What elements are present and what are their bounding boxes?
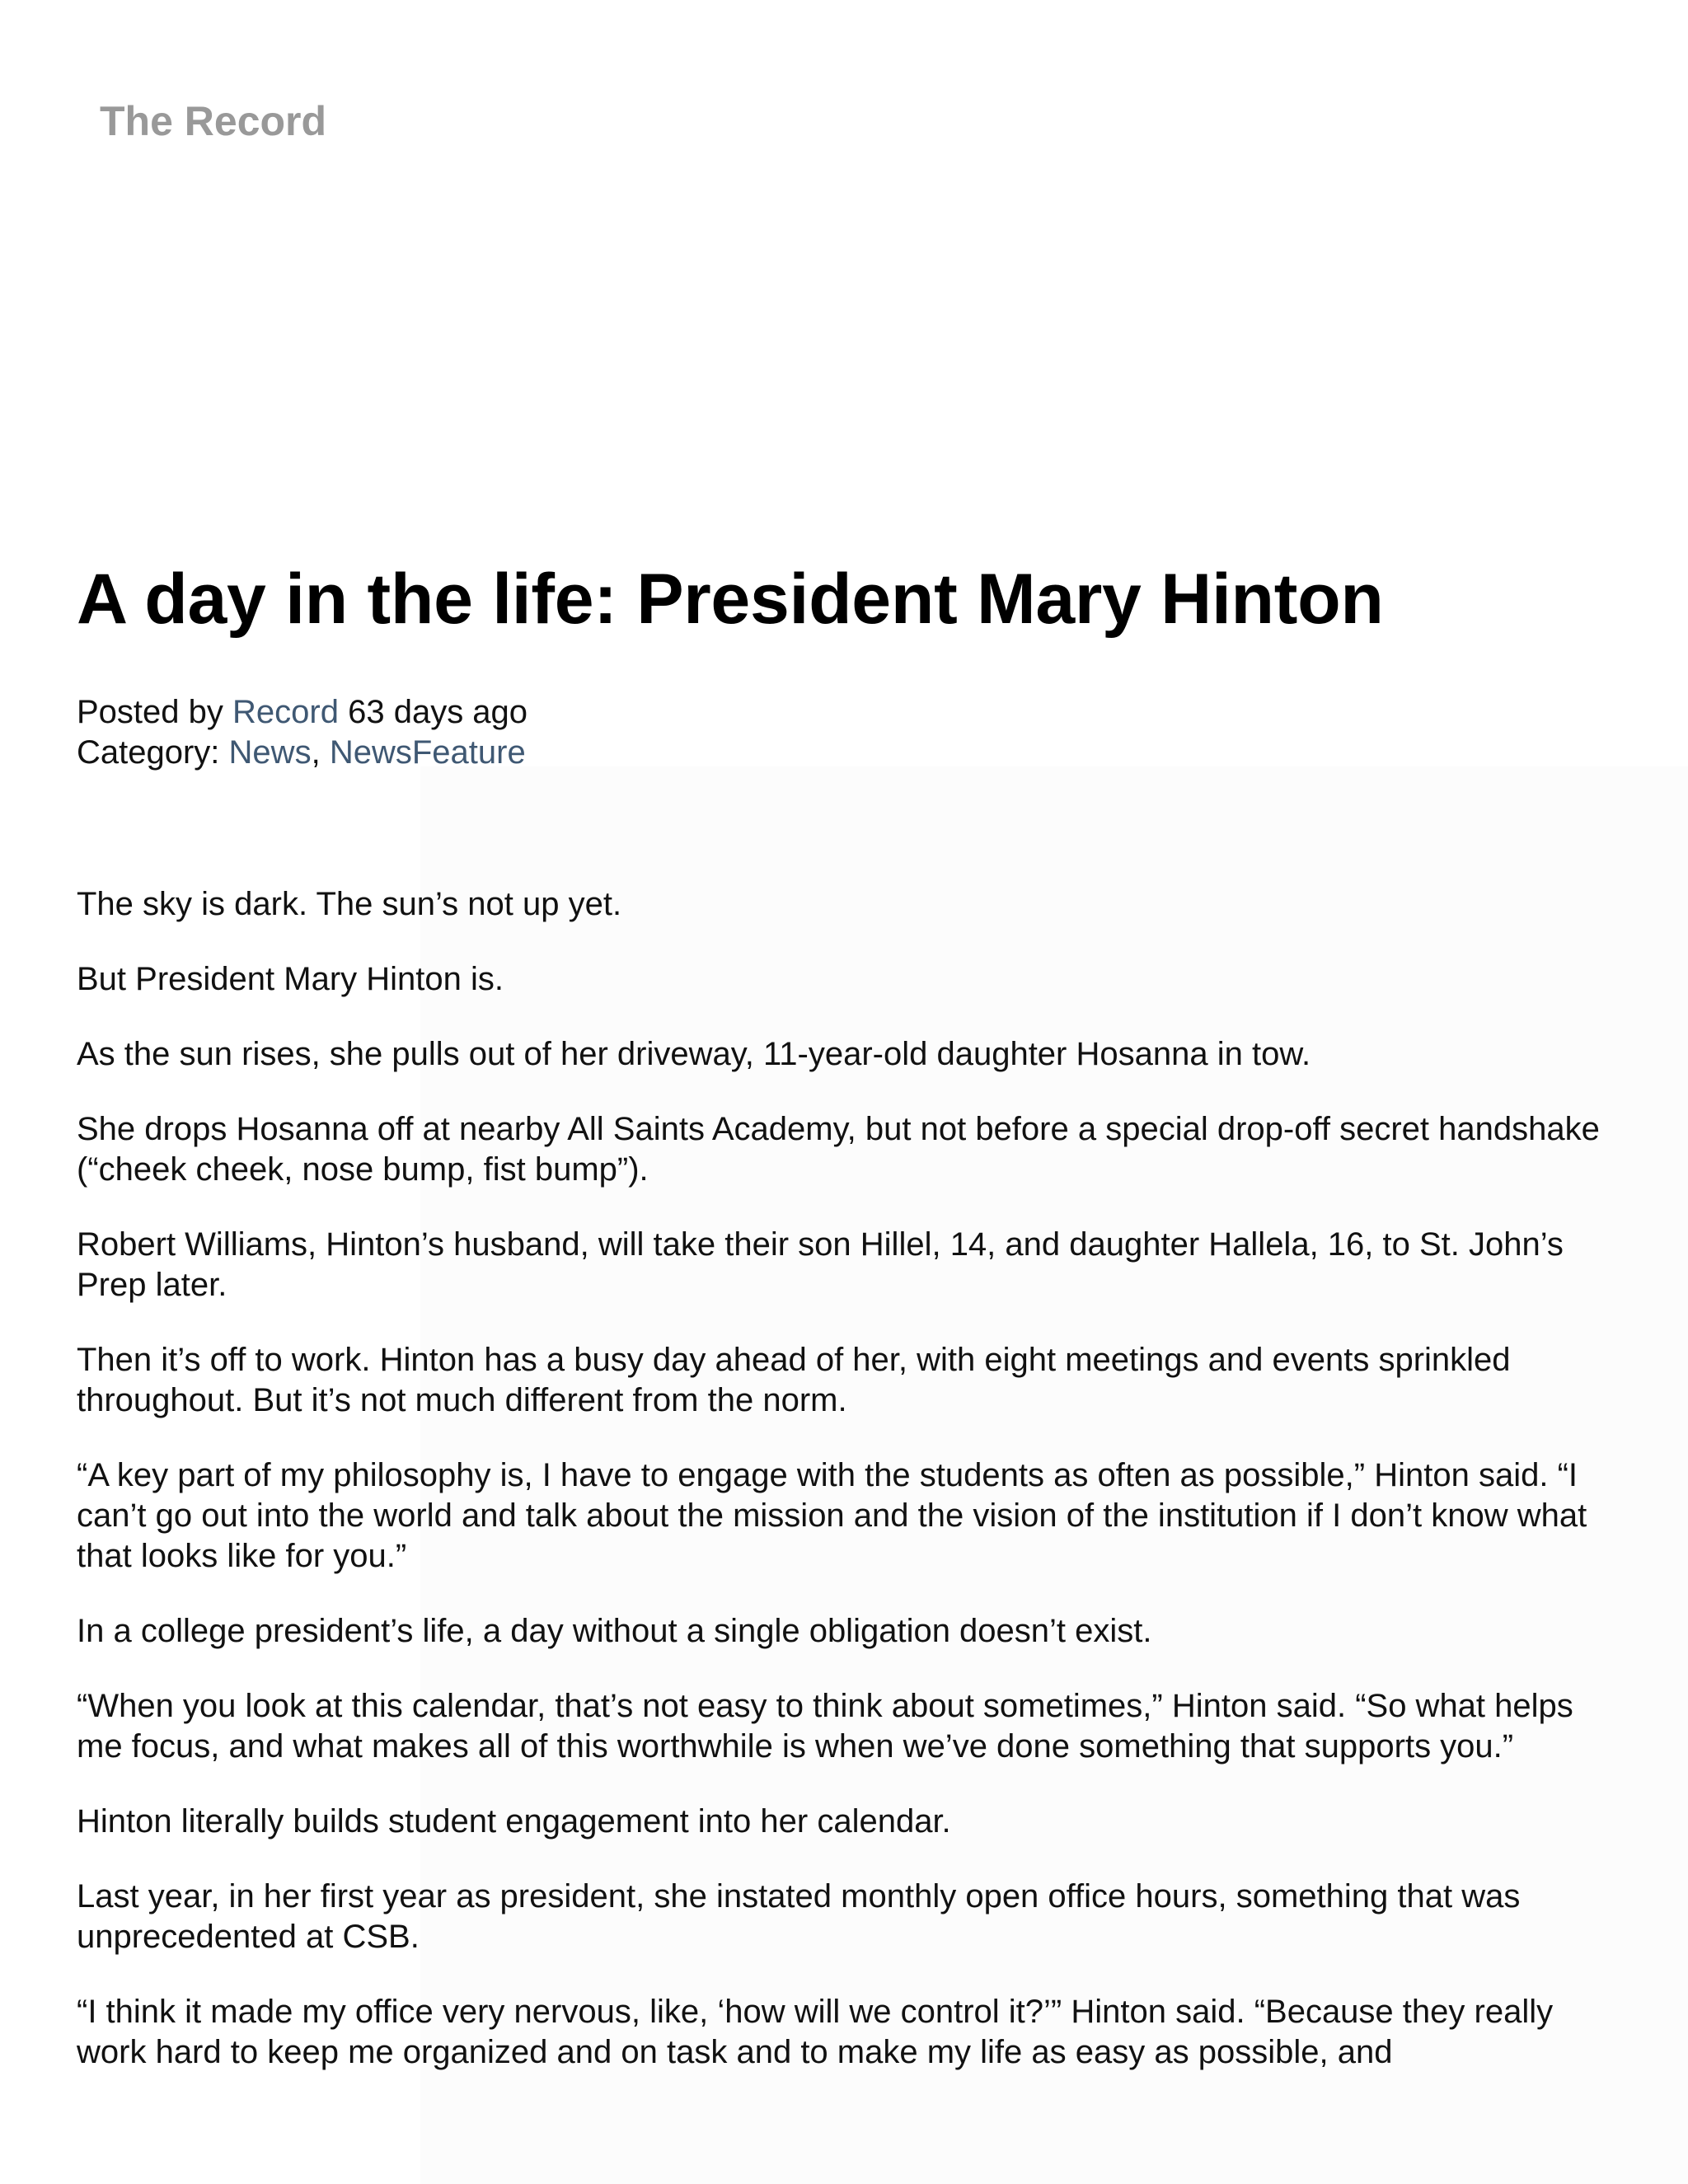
article-paragraph: In a college president’s life, a day without a single obligation doesn’t exist.: [77, 1613, 1152, 1649]
article-paragraph: Robert Williams, Hinton’s husband, will take their son Hillel, 14, and daughter Hallela, 16, to St. John’s Prep later.: [77, 1226, 1564, 1303]
article-meta: [77, 692, 528, 773]
article-paragraph: Last year, in her first year as president, she instated monthly open office hours, something that was unprecedented at CSB.: [77, 1878, 1521, 1955]
article-paragraph: Then it’s off to work. Hinton has a busy day ahead of her, with eight meetings and events sprinkled throughout. But it’s not much different from the norm.: [77, 1342, 1511, 1418]
posted-by-label: Posted by: [77, 694, 223, 730]
posted-by-line: [77, 692, 528, 733]
article-paragraph: “A key part of my philosophy is, I have to engage with the students as often as possible,” Hinton said. “I can’t go out into the world and talk about the mission and the vision of the institution if I don’t know what that looks like for you.”: [77, 1457, 1587, 1574]
article-paragraph: Hinton literally builds student engagement into her calendar.: [77, 1803, 951, 1840]
post-time: 63 days ago: [348, 694, 528, 730]
article-paragraph: She drops Hosanna off at nearby All Saints Academy, but not before a special drop-off secret handshake (“cheek cheek, nose bump, fist bump”).: [77, 1111, 1600, 1188]
article-paragraph: But President Mary Hinton is.: [77, 961, 504, 997]
author-link[interactable]: Record: [232, 694, 339, 730]
category-link-newsfeature[interactable]: NewsFeature: [329, 734, 526, 771]
article-paragraph: The sky is dark. The sun’s not up yet.: [77, 886, 622, 922]
category-link-news[interactable]: News: [228, 734, 312, 771]
category-separator: ,: [311, 734, 321, 771]
category-label: Category:: [77, 734, 220, 771]
article-title: A day in the life: President Mary Hinton: [77, 560, 1384, 639]
article-paragraph: As the sun rises, she pulls out of her driveway, 11-year-old daughter Hosanna in tow.: [77, 1036, 1311, 1072]
category-line: [77, 733, 528, 773]
article-paragraph: “I think it made my office very nervous, like, ‘how will we control it?’” Hinton said. “Because they really work hard to keep me organized and on task and to make my life as easy as possible, and: [77, 1994, 1554, 2070]
site-masthead[interactable]: The Record: [100, 98, 327, 144]
article-body: [77, 884, 1610, 2107]
article-paragraph: “When you look at this calendar, that’s not easy to think about sometimes,” Hinton said. “So what helps me focus, and what makes all of this worthwhile is when we’ve done something that supports you.”: [77, 1688, 1573, 1765]
